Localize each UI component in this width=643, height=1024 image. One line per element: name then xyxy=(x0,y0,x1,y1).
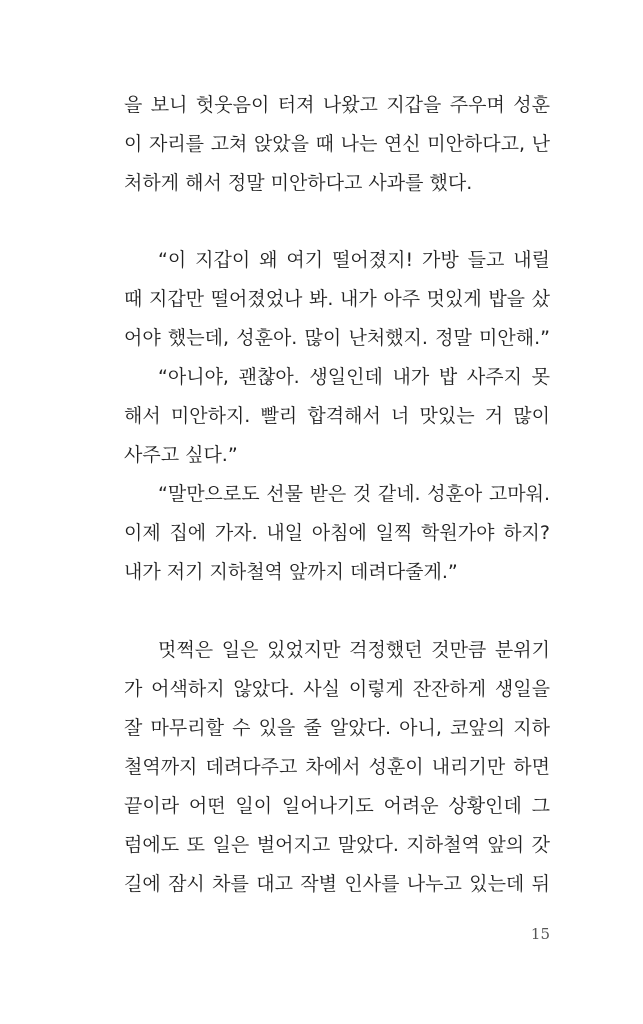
page-number: 15 xyxy=(530,925,550,943)
text-line: 사주고 싶다.” xyxy=(124,444,238,466)
text-line: 끝이라 어떤 일이 일어나기도 어려운 상황인데 그 xyxy=(124,795,550,817)
text-line: “이 지갑이 왜 여기 떨어졌지! 가방 들고 내릴 xyxy=(158,249,550,271)
text-line: 처하게 해서 정말 미안하다고 사과를 했다. xyxy=(124,172,473,194)
text-line: 멋쩍은 일은 있었지만 걱정했던 것만큼 분위기 xyxy=(158,639,550,661)
text-line: 길에 잠시 차를 대고 작별 인사를 나누고 있는데 뒤 xyxy=(124,873,550,895)
text-line: 때 지갑만 떨어졌었나 봐. 내가 아주 멋있게 밥을 샀 xyxy=(124,288,550,310)
text-line: 가 어색하지 않았다. 사실 이렇게 잔잔하게 생일을 xyxy=(124,678,550,700)
text-line: 내가 저기 지하철역 앞까지 데려다줄게.” xyxy=(124,561,458,583)
text-line: 해서 미안하지. 빨리 합격해서 너 맛있는 거 많이 xyxy=(124,405,550,427)
text-line: 철역까지 데려다주고 차에서 성훈이 내리기만 하면 xyxy=(124,756,550,778)
text-line: 럼에도 또 일은 벌어지고 말았다. 지하철역 앞의 갓 xyxy=(124,834,550,856)
text-line: 이제 집에 가자. 내일 아침에 일찍 학원가야 하지? xyxy=(124,522,550,544)
text-line: 어야 했는데, 성훈아. 많이 난처했지. 정말 미안해.” xyxy=(124,327,550,349)
text-line: 이 자리를 고쳐 앉았을 때 나는 연신 미안하다고, 난 xyxy=(124,133,550,155)
text-line: “아니야, 괜찮아. 생일인데 내가 밥 사주지 못 xyxy=(158,366,550,388)
text-line: “말만으로도 선물 받은 것 같네. 성훈아 고마워. xyxy=(158,483,550,505)
text-line: 을 보니 헛웃음이 터져 나왔고 지갑을 주우며 성훈 xyxy=(124,94,550,116)
text-line: 잘 마무리할 수 있을 줄 알았다. 아니, 코앞의 지하 xyxy=(124,717,550,739)
